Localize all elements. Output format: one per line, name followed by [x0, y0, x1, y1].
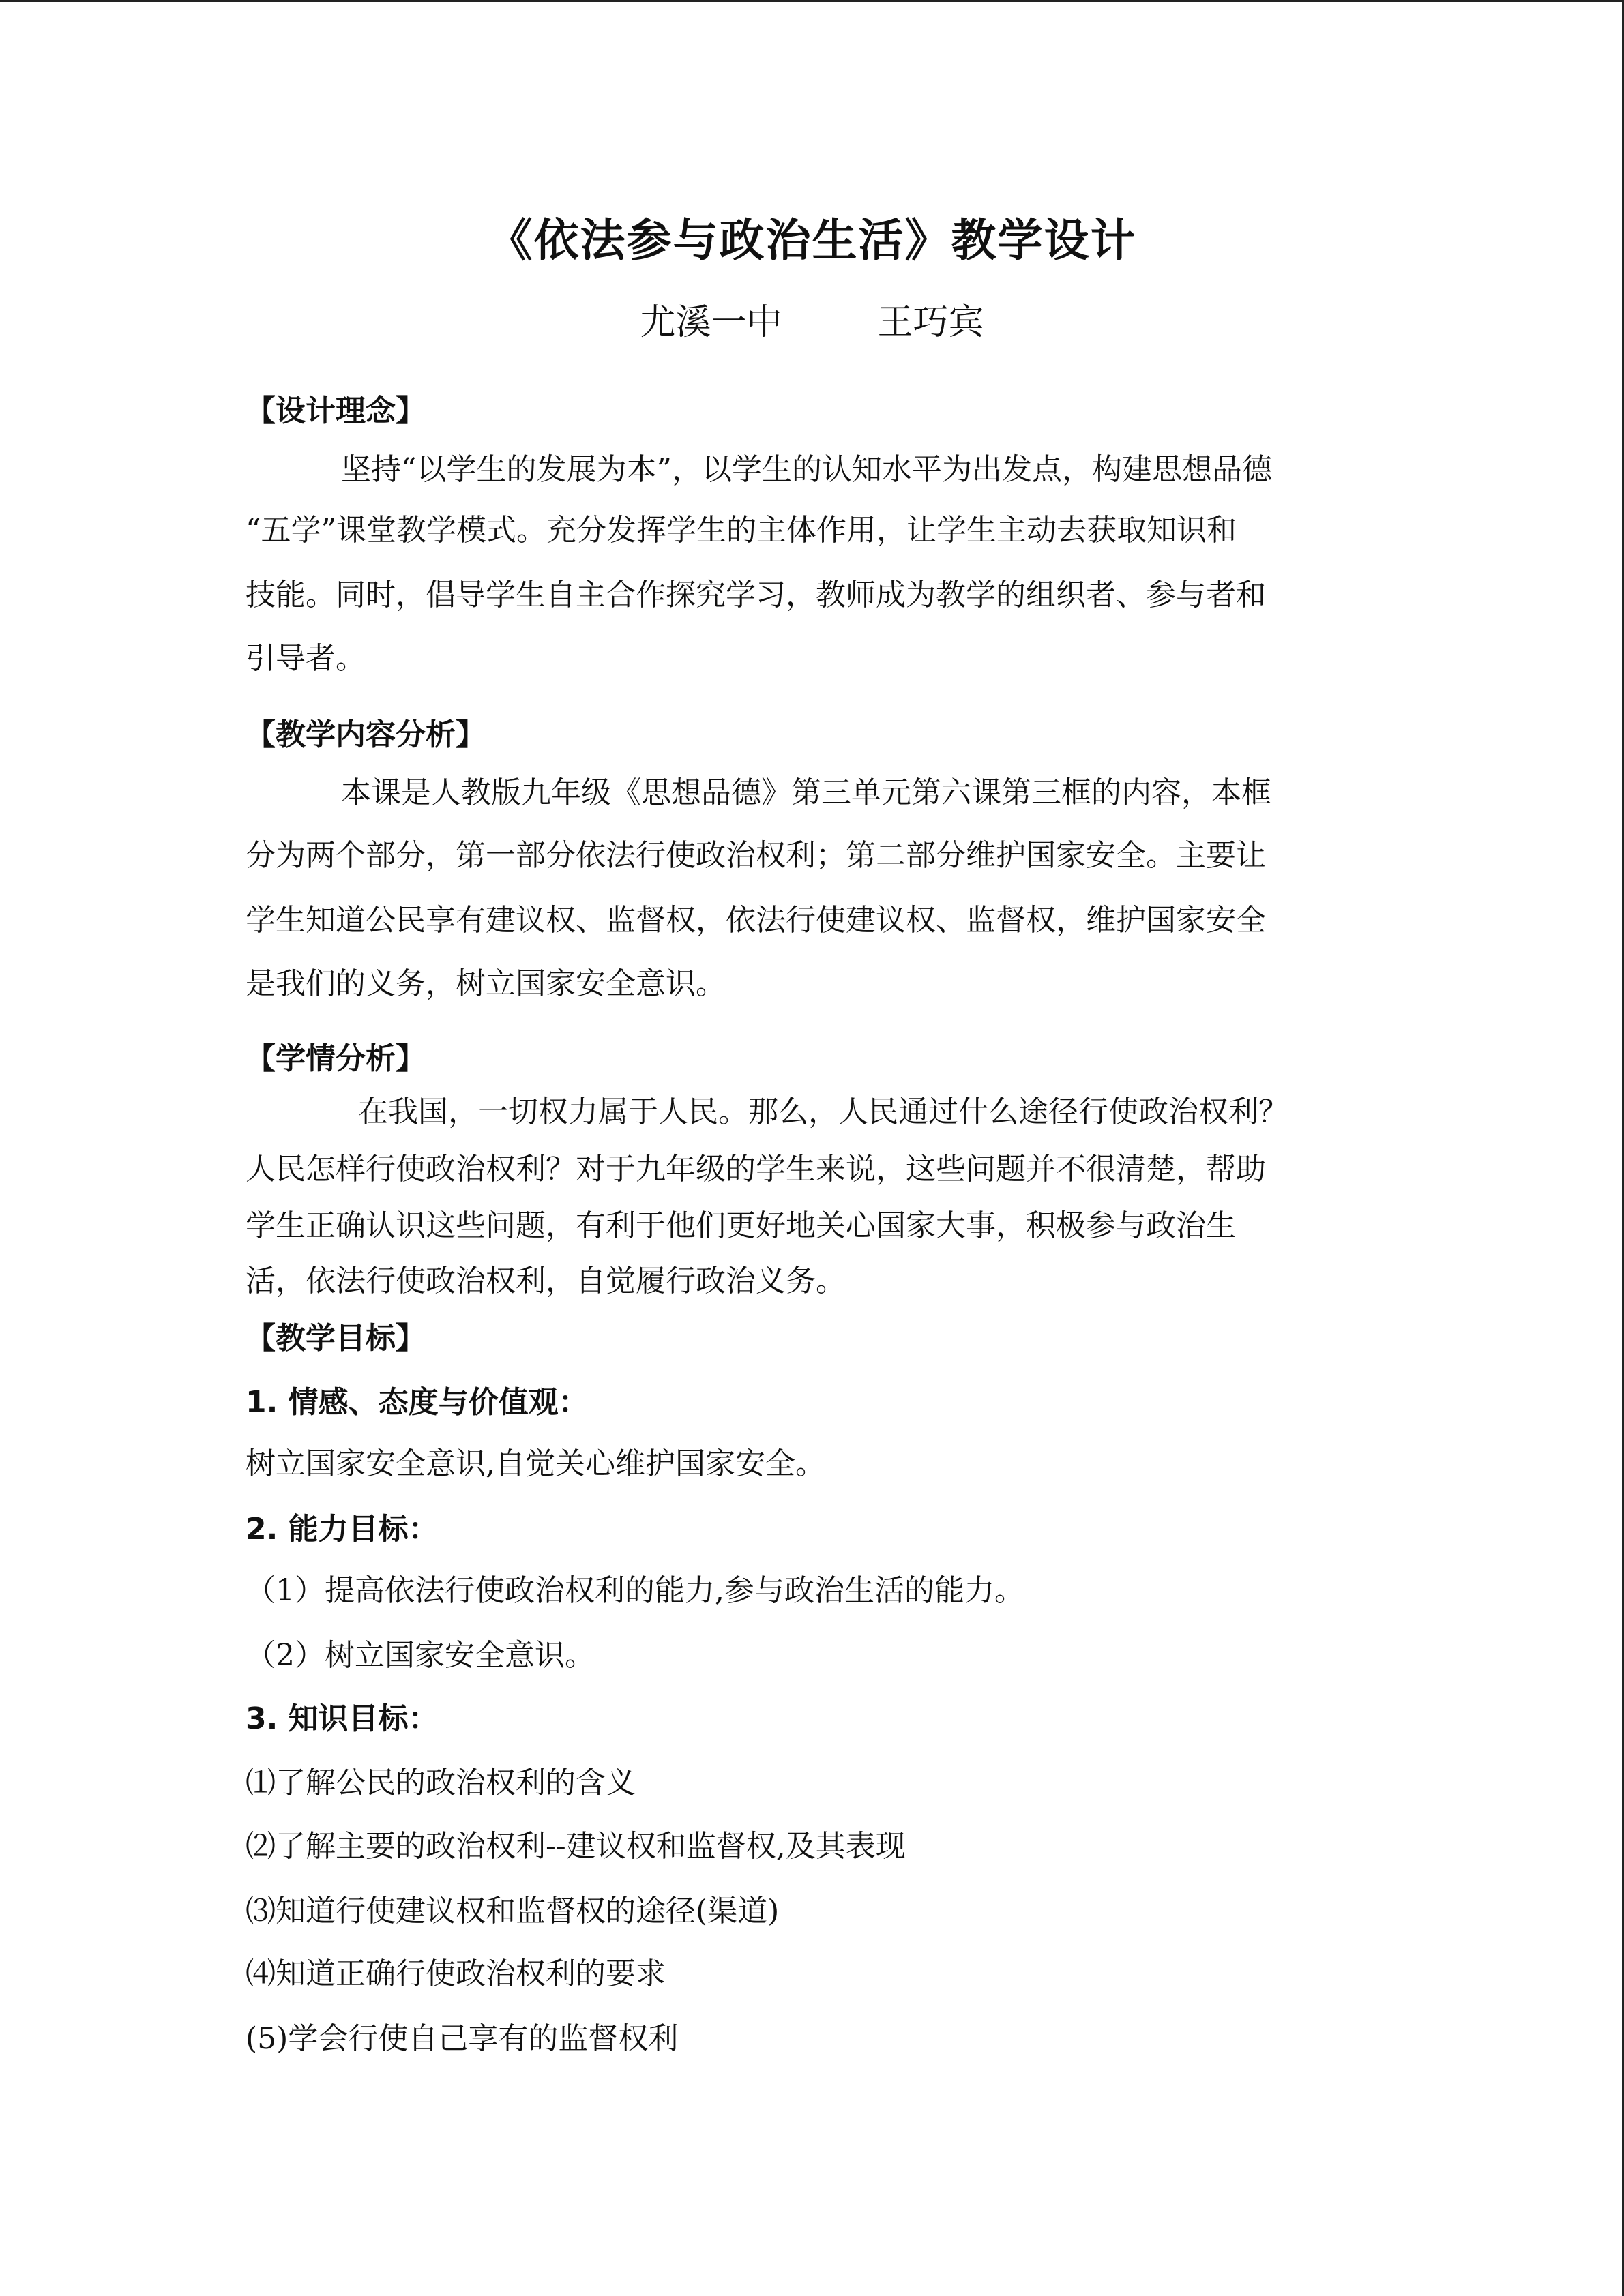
- students-line: 人民怎样行使政治权利？对于九年级的学生来说，这些问题并不很清楚，帮助: [246, 1152, 1266, 1187]
- section-heading-goals: 【教学目标】: [246, 1321, 426, 1356]
- goal-2-title: 2. 能力目标：: [246, 1512, 439, 1547]
- goal-1-text: 树立国家安全意识,自觉关心维护国家安全。: [246, 1446, 825, 1481]
- goal-3-item: (5)学会行使自己享有的监督权利: [246, 2021, 679, 2056]
- concept-line: 引导者。: [246, 641, 366, 676]
- concept-line: “五学”课堂教学模式。充分发挥学生的主体作用，让学生主动去获取知识和: [246, 513, 1237, 548]
- author-name: 王巧宾: [877, 302, 984, 343]
- content-line: 本课是人教版九年级《思想品德》第三单元第六课第三框的内容，本框: [341, 775, 1271, 810]
- goal-3-item: ⑶知道行使建议权和监督权的途径(渠道): [246, 1894, 780, 1928]
- document-title: 《依法参与政治生活》教学设计: [487, 214, 1137, 267]
- goal-2-item: （2）树立国家安全意识。: [246, 1638, 595, 1673]
- students-line: 在我国，一切权力属于人民。那么，人民通过什么途径行使政治权利？: [358, 1094, 1288, 1129]
- goal-3-title: 3. 知识目标：: [246, 1701, 439, 1736]
- content-line: 是我们的义务，树立国家安全意识。: [246, 966, 726, 1001]
- goal-3-item: ⑵了解主要的政治权利--建议权和监督权,及其表现: [246, 1829, 906, 1864]
- section-heading-students: 【学情分析】: [246, 1041, 426, 1076]
- author-school: 尤溪一中: [640, 302, 782, 343]
- content-line: 分为两个部分，第一部分依法行使政治权利；第二部分维护国家安全。主要让: [246, 838, 1266, 873]
- students-line: 活，依法行使政治权利，自觉履行政治义务。: [246, 1264, 846, 1298]
- concept-line: 坚持“以学生的发展为本”，以学生的认知水平为出发点，构建思想品德: [341, 452, 1272, 487]
- content-line: 学生知道公民享有建议权、监督权，依法行使建议权、监督权，维护国家安全: [246, 903, 1266, 938]
- section-heading-content: 【教学内容分析】: [246, 717, 486, 752]
- section-heading-concept: 【设计理念】: [246, 393, 426, 428]
- goal-2-item: （1）提高依法行使政治权利的能力,参与政治生活的能力。: [246, 1573, 1024, 1608]
- goal-1-title: 1. 情感、态度与价值观：: [246, 1385, 589, 1420]
- goal-3-item: ⑴了解公民的政治权利的含义: [246, 1765, 636, 1800]
- students-line: 学生正确认识这些问题，有利于他们更好地关心国家大事，积极参与政治生: [246, 1208, 1236, 1243]
- concept-line: 技能。同时，倡导学生自主合作探究学习，教师成为教学的组织者、参与者和: [246, 578, 1266, 612]
- goal-3-item: ⑷知道正确行使政治权利的要求: [246, 1956, 666, 1991]
- author-line: [0, 295, 1624, 350]
